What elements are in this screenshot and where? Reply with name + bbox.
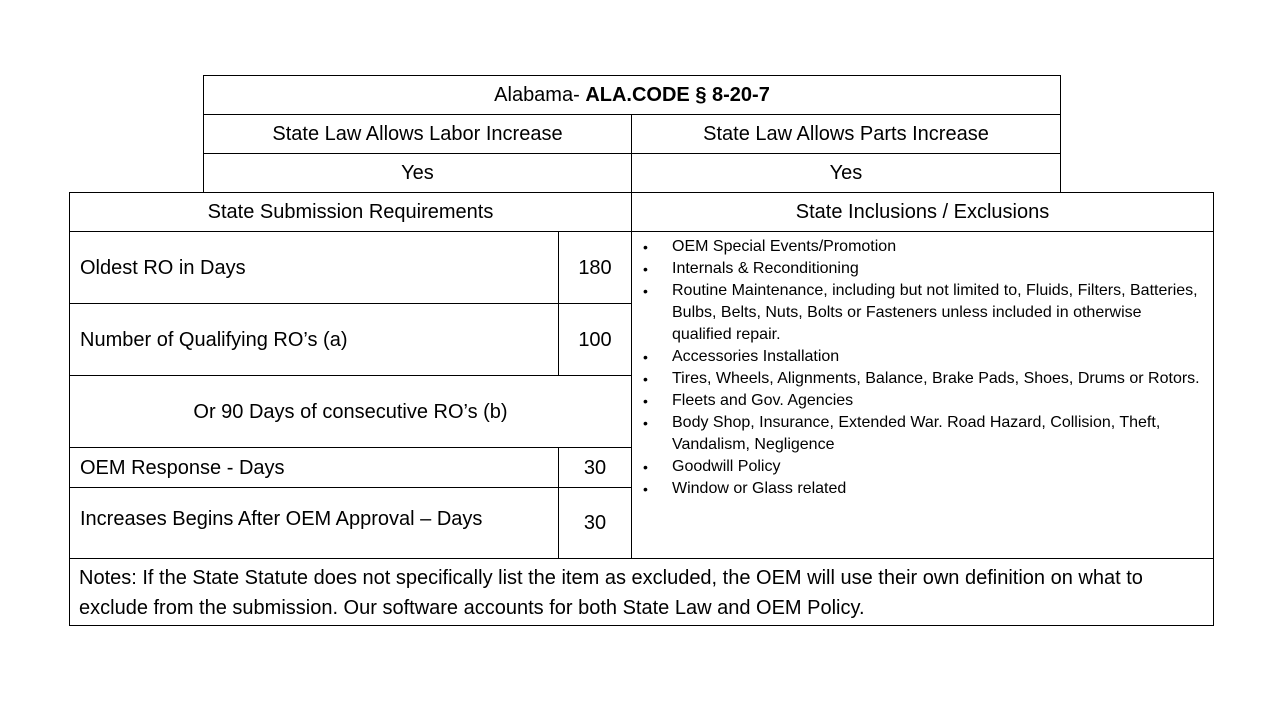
requirements-heading: State Submission Requirements bbox=[207, 201, 494, 223]
oldest-ro-label: Oldest RO in Days bbox=[80, 256, 246, 279]
increase-begins-value: 30 bbox=[583, 512, 607, 534]
main-table-border-right bbox=[1213, 192, 1214, 626]
state-name: Alabama- bbox=[494, 84, 580, 106]
oldest-ro-value: 180 bbox=[578, 256, 612, 279]
oem-response-value: 30 bbox=[583, 456, 607, 479]
increase-begins-label: Increases Begins After OEM Approval – Days bbox=[80, 508, 483, 530]
main-table-border-bottom bbox=[69, 625, 1214, 626]
inclusions-heading: State Inclusions / Exclusions bbox=[795, 201, 1050, 223]
qualifying-ros-value: 100 bbox=[578, 328, 612, 351]
labor-increase-label: State Law Allows Labor Increase bbox=[272, 123, 563, 145]
labor-increase-value: Yes bbox=[401, 162, 434, 184]
qualifying-ros-label: Number of Qualifying RO’s (a) bbox=[80, 328, 348, 351]
consecutive-ros-label: Or 90 Days of consecutive RO’s (b) bbox=[193, 400, 508, 423]
list-item: • Routine Maintenance, including but not limited to, Fluids, Filters, Batteries, Bulbs, Belts, Nuts, Bolts or Fasteners unless included in otherwise qualified repair. bbox=[640, 280, 1200, 346]
statute-code: ALA.CODE § 8-20-7 bbox=[585, 84, 770, 106]
parts-increase-label: State Law Allows Parts Increase bbox=[703, 123, 989, 145]
top-table-border-right bbox=[1060, 75, 1061, 193]
list-item: • Internals & Reconditioning bbox=[640, 258, 1200, 280]
main-table-column-divider bbox=[631, 192, 632, 559]
list-item: • OEM Special Events/Promotion bbox=[640, 236, 1200, 258]
list-item: • Body Shop, Insurance, Extended War. Road Hazard, Collision, Theft, Vandalism, Negligence bbox=[640, 412, 1200, 456]
list-item: • Accessories Installation bbox=[640, 346, 1200, 368]
oem-response-label: OEM Response - Days bbox=[80, 456, 285, 479]
list-item: • Tires, Wheels, Alignments, Balance, Brake Pads, Shoes, Drums or Rotors. bbox=[640, 368, 1200, 390]
inclusions-list bbox=[640, 236, 1200, 500]
list-item: • Goodwill Policy bbox=[640, 456, 1200, 478]
main-table-notes-divider bbox=[69, 558, 1214, 559]
list-item: • Window or Glass related bbox=[640, 478, 1200, 500]
parts-increase-value: Yes bbox=[829, 162, 863, 184]
statute-title bbox=[204, 76, 1060, 114]
list-item: • Fleets and Gov. Agencies bbox=[640, 390, 1200, 412]
notes-text: Notes: If the State Statute does not specifically list the item as excluded, the OEM will use their own definition on what to exclude from the submission. Our software accounts for both State Law and OEM Policy. bbox=[79, 567, 1143, 619]
